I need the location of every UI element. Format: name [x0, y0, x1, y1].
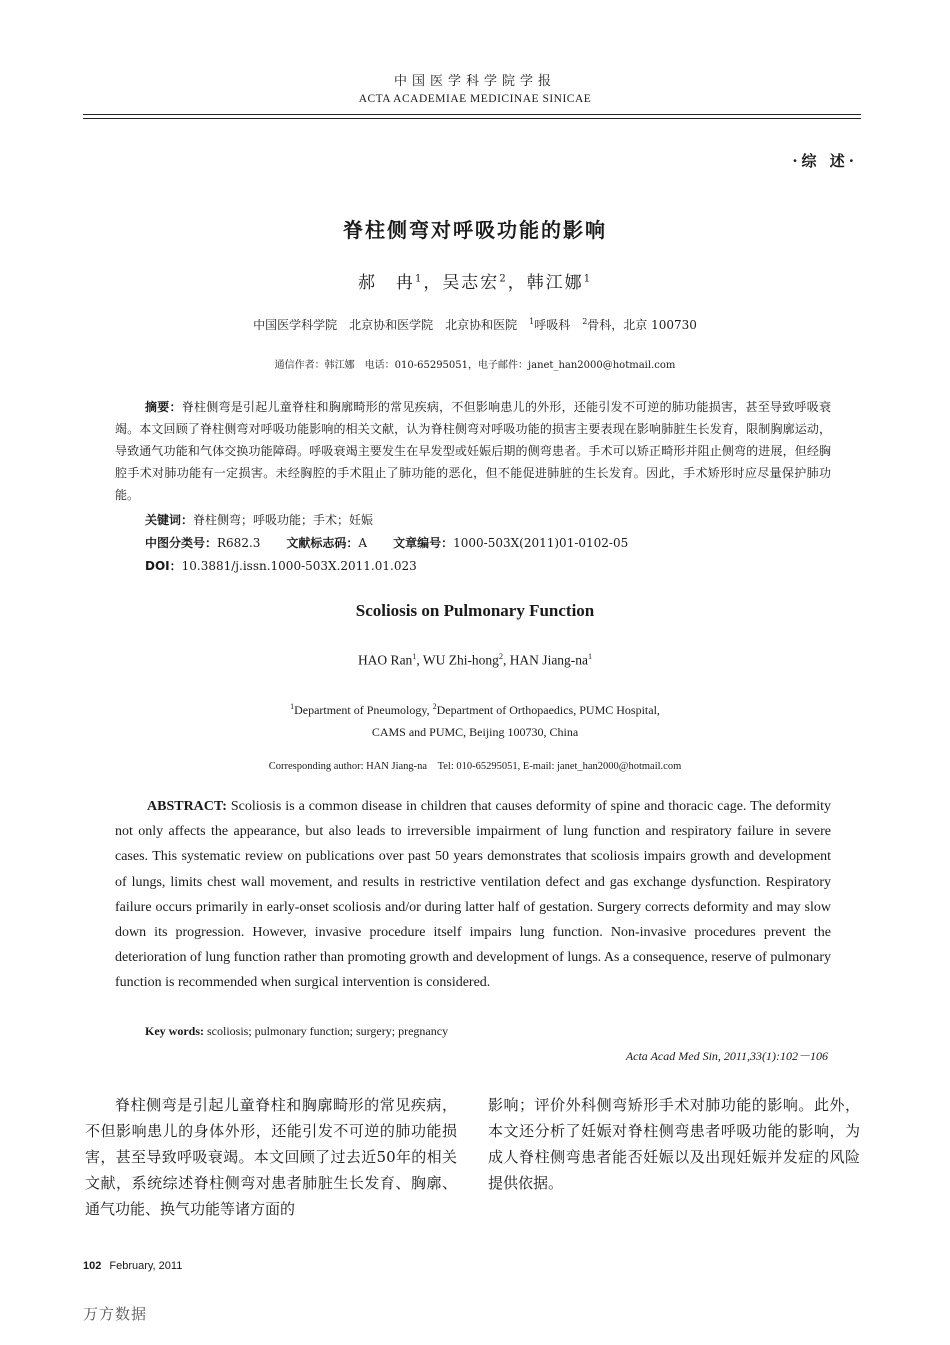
affiliation-dept: 骨科，北京 100730 [587, 318, 697, 332]
affiliation-sup: 2 [582, 317, 588, 326]
journal-title-en: ACTA ACADEMIAE MEDICINAE SINICAE [358, 93, 592, 105]
journal-title-cn: 中国医学科学院学报 [393, 74, 556, 89]
author-list-cn: 郝 冉$^1$，吴志宏$^2$，韩江娜$^1$ [357, 273, 593, 293]
affiliation-dept: Department of Pneumology, [294, 703, 433, 717]
clc-label: 中图分类号： [145, 536, 218, 550]
clc-value: R682.3 [217, 536, 261, 550]
author-affil-sup: 2 [498, 652, 503, 661]
abstract-text-en: Scoliosis is a common disease in children that causes deformity of spine and thoracic cage. The deformity not only affects the appearance, but also leads to irreversible impairment of lung function and respiratory failure in severe cases. This systematic review on publications over past 50 years demonstrates that scoliosis impairs growth and development of lungs, limits chest wall movement, and results in restrictive ventilation defect and gas exchange dysfunction. Respiratory failure occurs primarily in early-onset scoliosis and/or during latter half of gestation. Surgery corrects deformity and may slow down its progression. However, invasive procedure itself impairs lung function. Non-invasive procedures prevent the deterioration of lung function rather than promoting growth and development of lungs. As a consequence, reserve of pulmonary function is recommended when surgical intervention is considered. [115, 799, 831, 991]
affiliation-sup: 1 [529, 317, 535, 326]
affiliation-sup: 1 [290, 702, 295, 711]
affiliation-dept: 呼吸科 [534, 318, 583, 332]
abstract-label-cn: 摘要： [145, 400, 182, 414]
abstract-en [115, 794, 831, 996]
affiliation-cn [0, 316, 950, 333]
article-title-en: Scoliosis on Pulmonary Function [355, 601, 595, 620]
issue-date: February, 2011 [109, 1260, 183, 1272]
abstract-cn [115, 396, 831, 506]
author-affil-sup: 1 [583, 273, 593, 285]
author-name: WU Zhi-hong [422, 652, 499, 668]
page-footer [83, 1260, 182, 1272]
header-rule-thin [83, 118, 861, 119]
author-affil-sup: 1 [412, 652, 417, 661]
author-name: 吴志宏 [442, 273, 500, 293]
author-name: HAO Ran [357, 652, 413, 668]
body-column-left: 脊柱侧弯是引起儿童脊柱和胸廓畸形的常见疾病，不但影响患儿的身体外形，还能引发不可逆的肺功能损害，甚至导致呼吸衰竭。本文回顾了过去近50年的相关文献，系统综述脊柱侧弯对患者肺脏生长发育、胸廓、通气功能、换气功能等诸方面的 [85, 1096, 457, 1218]
body-column-right: 影响；评价外科侧弯矫形手术对肺功能的影响。此外，本文还分析了妊娠对脊柱侧弯患者呼吸功能的影响，为成人脊柱侧弯患者能否妊娠以及出现妊娠并发症的风险提供依据。 [488, 1096, 860, 1192]
corresponding-author-en: Corresponding author: HAN Jiang-na Tel: 010-65295051, E-mail: janet_han2000@hotmail.com [268, 761, 682, 772]
author-name: 韩江娜 [526, 273, 584, 293]
classification-line [145, 534, 628, 551]
author-affil-sup: 1 [414, 273, 424, 285]
page-number: 102 [83, 1260, 102, 1272]
keywords-value-cn: 脊柱侧弯；呼吸功能；手术；妊娠 [193, 513, 374, 527]
affiliation-main: 中国医学科学院 北京协和医学院 北京协和医院 [253, 318, 530, 332]
affiliation-en-line2: CAMS and PUMC, Beijing 100730, China [371, 725, 579, 739]
keywords-label-cn: 关键词： [145, 513, 194, 527]
citation: Acta Acad Med Sin, 2011,33(1):102－106 [625, 1049, 828, 1063]
author-list-en: HAO Ran$^1$, WU Zhi-hong$^2$, HAN Jiang-$na^1$ [357, 652, 593, 668]
keywords-value-en: scoliosis; pulmonary function; surgery; pregnancy [207, 1024, 449, 1038]
doi-label: DOI： [145, 559, 182, 573]
affiliation-sup: 2 [432, 702, 437, 711]
doi-value[interactable]: 10.3881/j.issn.1000-503X.2011.01.023 [181, 559, 417, 573]
section-tag: ·综 述· [792, 152, 858, 170]
article-no-label: 文章编号： [393, 536, 454, 550]
keywords-en [145, 1024, 448, 1039]
header-rule-thick [83, 114, 861, 115]
article-title-cn: 脊柱侧弯对呼吸功能的影响 [343, 218, 607, 242]
affiliation-en-line1 [0, 696, 950, 721]
corresponding-author-cn: 通信作者：韩江娜 电话：010-65295051，电子邮件：janet_han2000@hotmail.com [274, 360, 676, 371]
author-affil-sup: 2 [499, 273, 508, 285]
affiliation-dept: Department of Orthopaedics, PUMC Hospital, [436, 703, 660, 717]
affiliation-en [0, 696, 950, 743]
keywords-label-en: Key words: [145, 1024, 204, 1038]
doi-line [145, 557, 417, 574]
abstract-text-cn: 脊柱侧弯是引起儿童脊柱和胸廓畸形的常见疾病，不但影响患儿的外形，还能引发不可逆的肺功能损害，甚至导致呼吸衰竭。本文回顾了脊柱侧弯对呼吸功能影响的相关文献，认为脊柱侧弯对呼吸功能的损害主要表现在影响肺脏生长发育，限制胸廓运动，导致通气功能和气体交换功能障碍。呼吸衰竭主要发生在早发型或妊娠后期的侧弯患者。手术可以矫正畸形并阻止侧弯的进展，但经胸腔手术对肺功能有一定损害。未经胸腔的手术阻止了肺功能的恶化，但不能促进肺脏的生长发育。因此，手术矫形时应尽量保护肺功能。 [115, 400, 831, 502]
author-name: 郝 冉 [357, 273, 415, 293]
article-no-value: 1000-503X(2011)01-0102-05 [453, 536, 629, 550]
keywords-cn [145, 511, 373, 528]
abstract-label-en: ABSTRACT: [147, 799, 227, 814]
author-affil-sup: 1 [588, 652, 593, 661]
doc-code-label: 文献标志码： [286, 536, 359, 550]
author-name: HAN Jiang-na [509, 652, 589, 668]
watermark: 万方数据 [83, 1305, 148, 1323]
doc-code-value: A [358, 536, 368, 550]
